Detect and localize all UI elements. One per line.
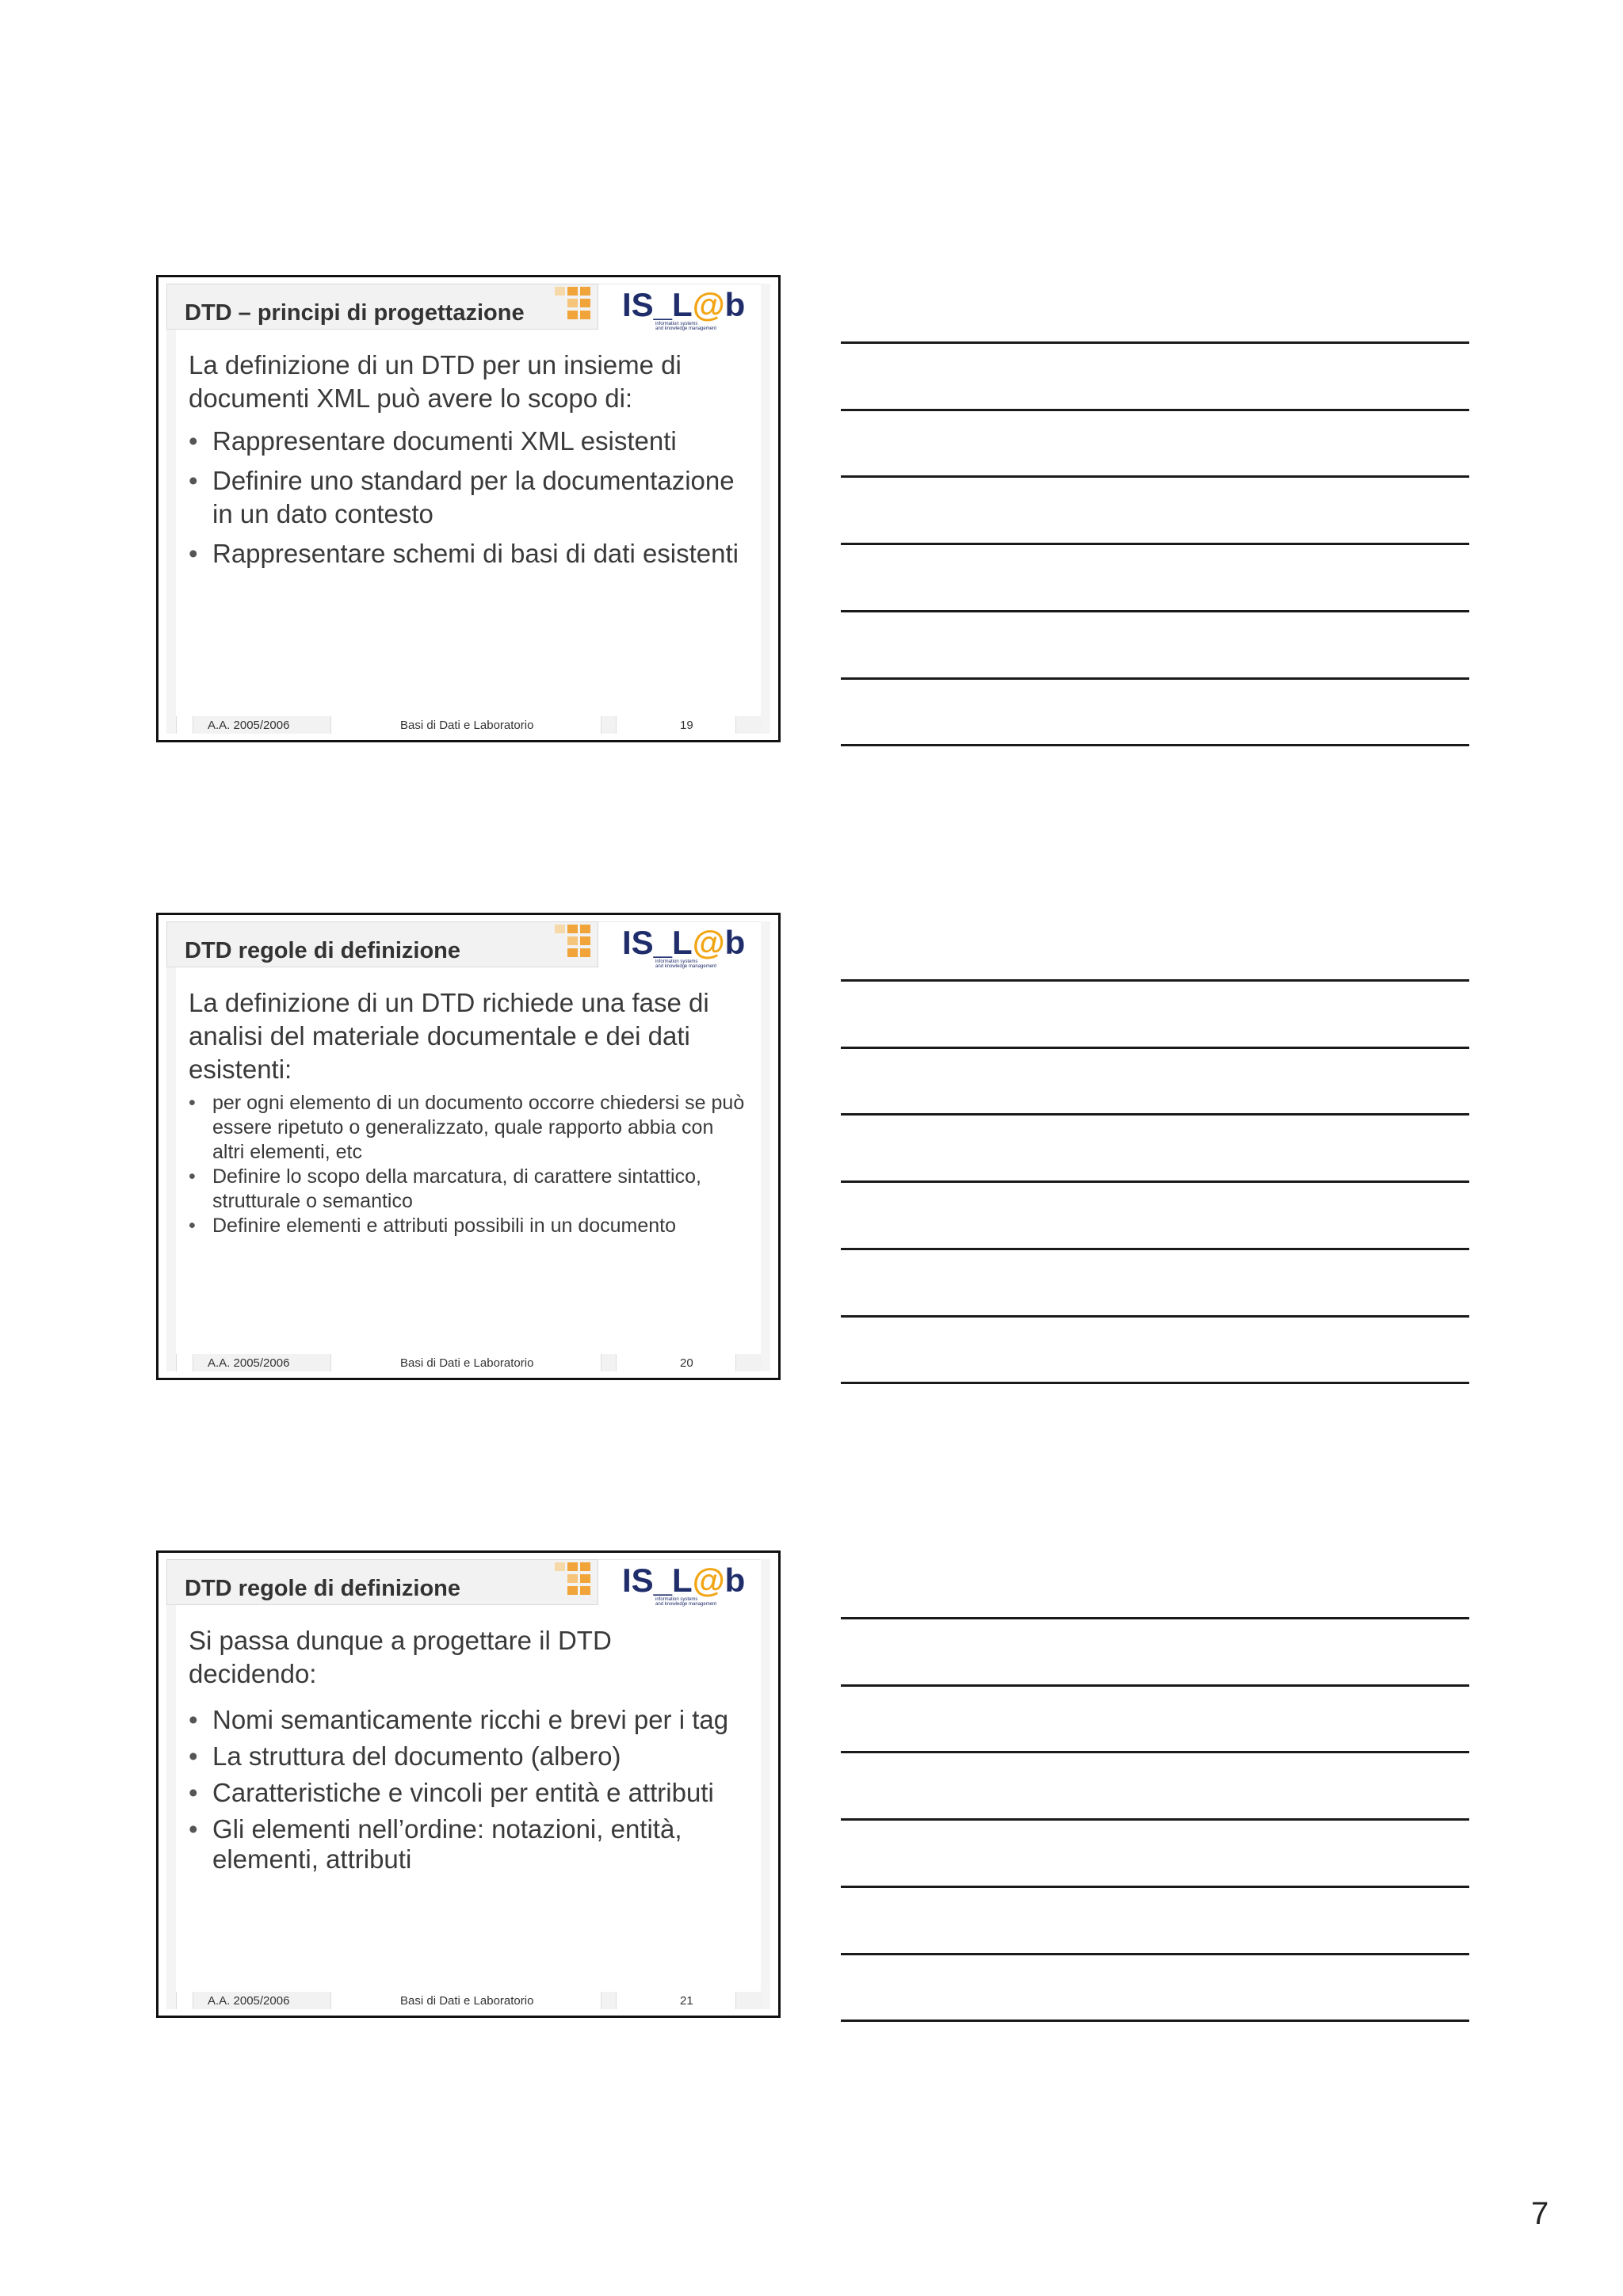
note-line <box>841 341 1469 344</box>
slide-intro: La definizione di un DTD richiede una fase di analisi del materiale documentale e dei dati esistenti: <box>189 988 709 1084</box>
footer-slide-number: 20 <box>680 1356 693 1370</box>
footer-course: Basi di Dati e Laboratorio <box>400 1994 534 2008</box>
footer-slide-number: 21 <box>680 1994 693 2008</box>
note-line <box>841 979 1469 982</box>
note-line <box>841 1382 1469 1384</box>
slide-title: DTD regole di definizione <box>185 938 461 963</box>
note-line <box>841 1315 1469 1318</box>
note-line <box>841 677 1469 680</box>
bullet-item: • Nomi semanticamente ricchi e brevi per i tag <box>189 1705 747 1735</box>
bullet-item: • Rappresentare documenti XML esistenti <box>189 425 747 458</box>
slide-body <box>189 986 747 1238</box>
note-line <box>841 1684 1469 1687</box>
bullet-item: • La struttura del documento (albero) <box>189 1741 747 1772</box>
note-line <box>841 1818 1469 1821</box>
note-line <box>841 1953 1469 1955</box>
slide-title: DTD – principi di progettazione <box>185 300 525 326</box>
islab-logo: IS_L@b information systems and knowledge management <box>622 286 746 331</box>
bullet-item: • Definire lo scopo della marcatura, di carattere sintattico, strutturale o semantico <box>189 1165 747 1214</box>
orange-grid-icon <box>555 1562 593 1600</box>
slide-body <box>189 349 747 577</box>
footer-course: Basi di Dati e Laboratorio <box>400 1356 534 1370</box>
orange-grid-icon <box>555 925 593 963</box>
note-line <box>841 610 1469 612</box>
bullet-item: • Gli elementi nell’ordine: notazioni, entità, elementi, attributi <box>189 1814 747 1875</box>
bullet-item: • Caratteristiche e vincoli per entità e attributi <box>189 1778 747 1808</box>
slide-title-bar <box>166 1559 598 1605</box>
slide-footer <box>176 716 761 734</box>
slide-side-bar <box>166 1559 176 2009</box>
slide-title: DTD regole di definizione <box>185 1576 461 1601</box>
bullet-item: • Rappresentare schemi di basi di dati esistenti <box>189 537 747 570</box>
islab-logo: IS_L@b information systems and knowledge management <box>622 924 746 969</box>
note-line <box>841 475 1469 478</box>
footer-year: A.A. 2005/2006 <box>208 1994 290 2008</box>
slide-side-bar <box>166 284 176 734</box>
slide-title-bar <box>166 284 598 330</box>
note-line <box>841 1617 1469 1619</box>
slide-side-bar <box>761 1559 770 2009</box>
footer-year: A.A. 2005/2006 <box>208 1356 290 1370</box>
slide-21 <box>156 1550 781 2018</box>
bullet-list <box>189 1705 747 1875</box>
bullet-list <box>189 425 747 570</box>
slide-body <box>189 1624 747 1881</box>
slide-side-bar <box>761 921 770 1371</box>
slide-footer <box>176 1992 761 2009</box>
bullet-item: • Definire elementi e attributi possibili in un documento <box>189 1214 747 1238</box>
islab-logo: IS_L@b information systems and knowledge management <box>622 1562 746 1607</box>
orange-grid-icon <box>555 287 593 325</box>
slide-intro: La definizione di un DTD per un insieme di documenti XML può avere lo scopo di: <box>189 350 682 413</box>
slide-19 <box>156 275 781 742</box>
slide-title-bar <box>166 921 598 967</box>
footer-year: A.A. 2005/2006 <box>208 719 290 732</box>
slide-intro: Si passa dunque a progettare il DTD decidendo: <box>189 1626 612 1688</box>
note-line <box>841 1751 1469 1753</box>
footer-slide-number: 19 <box>680 719 693 732</box>
bullet-item: • per ogni elemento di un documento occorre chiedersi se può essere ripetuto o generalizzato, quale rapporto abbia con altri elementi, etc <box>189 1091 747 1165</box>
note-line <box>841 1886 1469 1888</box>
note-line <box>841 1047 1469 1049</box>
slide-side-bar <box>166 921 176 1371</box>
bullet-item: • Definire uno standard per la documentazione in un dato contesto <box>189 464 747 531</box>
note-line <box>841 1113 1469 1116</box>
note-line <box>841 744 1469 746</box>
note-line <box>841 543 1469 545</box>
note-line <box>841 2019 1469 2022</box>
page-number: 7 <box>1531 2196 1549 2231</box>
slide-20 <box>156 913 781 1380</box>
slide-side-bar <box>761 284 770 734</box>
slide-footer <box>176 1354 761 1371</box>
note-line <box>841 1180 1469 1183</box>
note-line <box>841 1248 1469 1250</box>
bullet-list <box>189 1091 747 1238</box>
note-line <box>841 409 1469 411</box>
footer-course: Basi di Dati e Laboratorio <box>400 719 534 732</box>
